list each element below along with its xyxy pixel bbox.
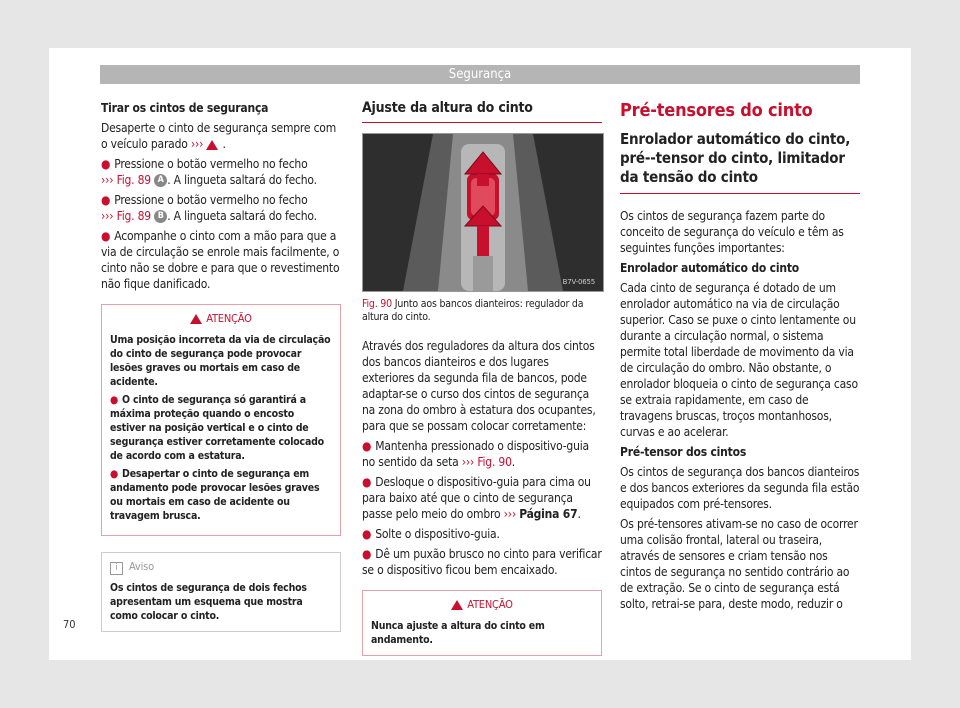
warning-icon <box>206 140 218 150</box>
column-right <box>620 100 860 616</box>
list-item: ● Desloque o dispositivo-guia para cima ou para baixo até que o cinto de segurança passe pelo meio do ombro ››› Página 67. <box>362 475 591 521</box>
list-item: ● Dê um puxão brusco no cinto para verificar se o dispositivo ficou bem encaixado. <box>362 547 602 577</box>
list-item: ● Acompanhe o cinto com a mão para que a via de circulação se enrole mais facilmente, o cinto não se dobre e para que o revestimento não fique danificado. <box>101 229 340 291</box>
paragraph: Os pré-tensores ativam-se no caso de ocorrer uma colisão frontal, lateral ou traseira, através de sensores e criam tensão nos cintos de segurança no sentido contrário ao de extração. Se o cinto de segurança está solto, retrai-se para, deste modo, reduzir o <box>620 517 858 611</box>
warning-bullet: ● Desapertar o cinto de segurança em andamento pode provocar lesões graves ou mortais em caso de acidente ou travagem brusca. <box>110 468 320 522</box>
page-link[interactable]: ››› Página 67 <box>503 507 578 521</box>
column-middle <box>362 100 602 656</box>
note-header: i Aviso <box>102 553 340 579</box>
page-number: 70 <box>63 618 76 631</box>
warning-box <box>362 590 602 656</box>
warning-body <box>102 331 340 535</box>
paragraph: Cada cinto de segurança é dotado de um enrolador automático na via de circulação superior. Caso se puxe o cinto lentamente ou durante a circulação normal, o sistema permite total liberdade de movimento da via de circulação do ombro. Não obstante, o enrolador bloqueia o cinto de segurança caso se extraia rapidamente, em caso de travagens bruscas, troços montanhosos, curvas e ao acelerar. <box>620 281 858 439</box>
figure-caption: Fig. 90 Junto aos bancos dianteiros: regulador da altura do cinto. <box>362 298 584 323</box>
figure-link[interactable]: ››› Fig. 89 <box>101 173 151 187</box>
subheading: Enrolador automático do cinto <box>620 261 799 275</box>
column-left <box>101 100 341 632</box>
warning-header: ATENÇÃO <box>363 591 601 617</box>
paragraph: Os cintos de segurança dos bancos dianteiros e dos bancos exteriores da segunda fila estão equipados com pré-tensores. <box>620 465 860 511</box>
warning-icon <box>451 600 463 610</box>
warning-body: Nunca ajuste a altura do cinto em andamento. <box>371 620 545 646</box>
belt-adjuster-illustration <box>363 134 603 291</box>
list-item: ● Solte o dispositivo-guia. <box>362 527 500 541</box>
warning-header: ATENÇÃO <box>102 305 340 331</box>
list-item: ● Mantenha pressionado o dispositivo-guia no sentido da seta ››› Fig. 90. <box>362 439 589 469</box>
figure-code: B7V-0655 <box>562 278 595 286</box>
paragraph: Os cintos de segurança fazem parte do conceito de segurança do veículo e têm as seguintes funções importantes: <box>620 209 844 255</box>
subheading: Pré-tensor dos cintos <box>620 445 747 459</box>
warning-text: Uma posição incorreta da via de circulação do cinto de segurança pode provocar lesões graves ou mortais em caso de acidente. <box>110 334 331 388</box>
section-title: Ajuste da altura do cinto <box>362 100 602 123</box>
warning-icon <box>190 314 202 324</box>
page-header: Segurança <box>100 65 860 84</box>
note-box <box>101 552 341 632</box>
letter-badge-b: B <box>154 210 167 223</box>
letter-badge-a: A <box>154 174 167 187</box>
list-item: ● Pressione o botão vermelho no fecho ››› Fig. 89 B . A lingueta saltará do fecho. <box>101 193 317 223</box>
bullet-icon: ● <box>101 193 111 207</box>
subsection-heading: Tirar os cintos de segurança <box>101 101 269 115</box>
bullet-icon: ● <box>101 229 111 243</box>
figure-link[interactable]: ››› Fig. 90 <box>461 455 512 469</box>
intro-paragraph: Desaperte o cinto de segurança sempre com o veículo parado ››› . <box>101 121 337 151</box>
cross-ref-arrow[interactable]: ››› <box>191 137 223 151</box>
bullet-icon: ● <box>101 157 111 171</box>
info-icon: i <box>110 562 123 575</box>
warning-bullet: ● O cinto de segurança só garantirá a máxima proteção quando o encosto estiver na posição vertical e o cinto de segurança estiver corretamente colocado de acordo com a estatura. <box>110 394 324 462</box>
intro-paragraph: Através dos reguladores da altura dos cintos dos bancos dianteiros e dos lugares exteriores da segunda fila de bancos, pode adaptar-se o curso dos cintos de segurança na zona do ombro à estatura dos ocupantes, para que se possam colocar corretamente: <box>362 339 596 433</box>
chapter-title: Pré-tensores do cinto <box>620 100 813 121</box>
section-title: Enrolador automático do cinto, pré--tensor do cinto, limitador da tensão do cinto <box>620 130 860 194</box>
note-body: Os cintos de segurança de dois fechos apresentam um esquema que mostra como colocar o cinto. <box>110 582 307 622</box>
figure-belt-height-adjuster <box>362 133 604 292</box>
list-item: ● Pressione o botão vermelho no fecho ››› Fig. 89 A . A lingueta saltará do fecho. <box>101 157 317 187</box>
figure-link[interactable]: ››› Fig. 89 <box>101 209 151 223</box>
warning-box <box>101 304 341 536</box>
